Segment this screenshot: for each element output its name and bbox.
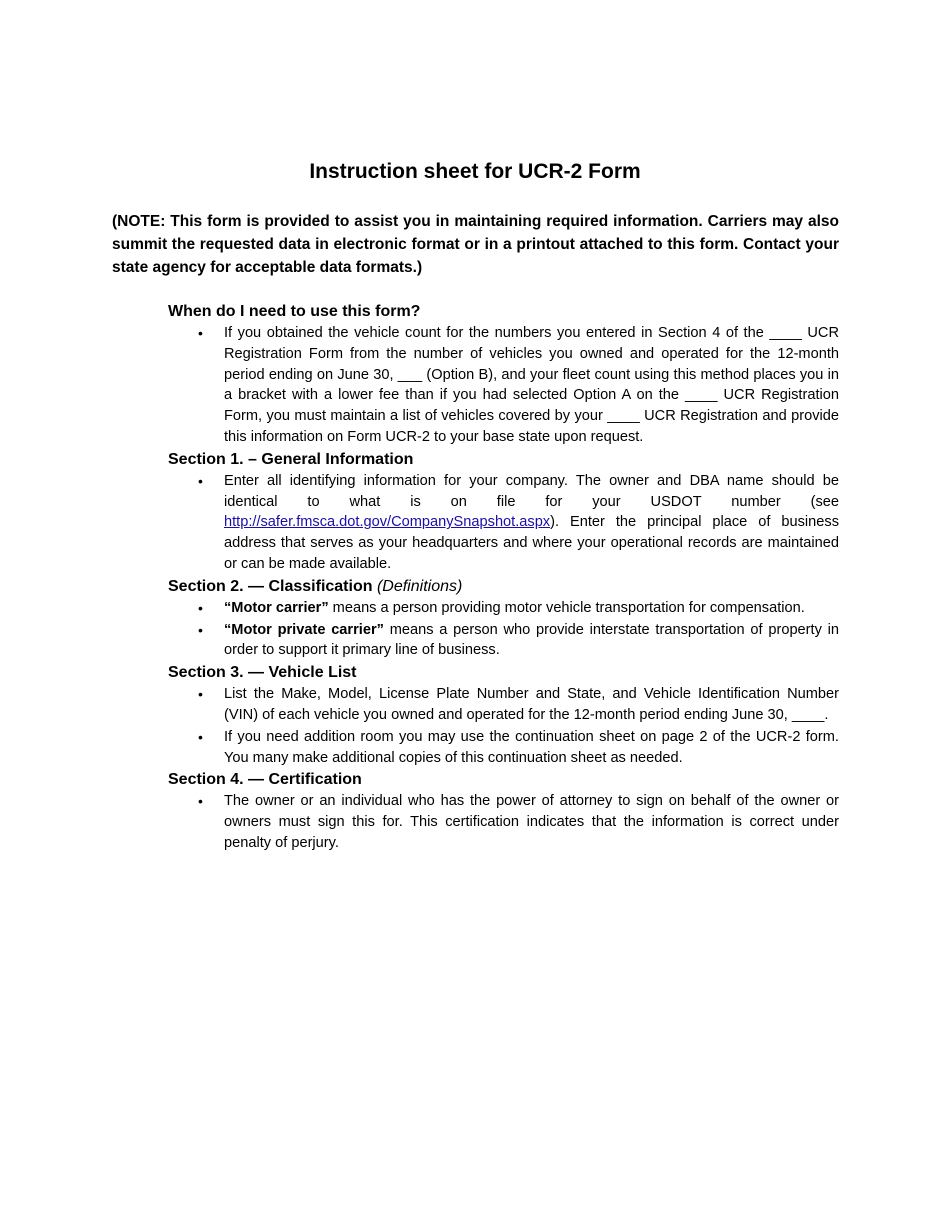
list-item — [168, 620, 839, 662]
section-2-bullet-list — [168, 598, 839, 661]
bullet-text: List the Make, Model, License Plate Number and State, and Vehicle Identification Number (VIN) of each vehicle you owned and operated for the 12-month period ending June 30, ____. — [224, 686, 839, 723]
page-title: Instruction sheet for UCR-2 Form — [309, 160, 641, 183]
note-paragraph: (NOTE: This form is provided to assist you in maintaining required information. Carriers may also summit the requested data in electronic format or in a printout attached to this form. Contact your state agency for acceptable data formats.) — [112, 213, 839, 276]
heading-section-3: Section 3. — Vehicle List — [168, 664, 357, 682]
bullet-icon: • — [198, 325, 203, 341]
bullet-text: The owner or an individual who has the power of attorney to sign on behalf of the owner or owners must sign this for. This certification indicates that the information is correct under penalty of perjury. — [224, 793, 839, 851]
heading-section-2-text: Section 2. — Classification — [168, 577, 373, 595]
list-item — [168, 598, 839, 619]
definition-text: means a person providing motor vehicle transportation for compensation. — [328, 599, 805, 616]
company-snapshot-link[interactable]: http://safer.fmsca.dot.gov/CompanySnapshot.aspx — [224, 514, 551, 531]
definition-text: means a person who provide interstate transportation of property in order to support it primary line of business. — [224, 621, 839, 659]
when-bullet-list — [168, 323, 839, 448]
definition-term: “Motor carrier” — [224, 599, 329, 616]
heading-when-to-use: When do I need to use this form? — [168, 303, 421, 320]
section-4-bullet-list — [168, 791, 839, 853]
heading-section-1: Section 1. – General Information — [168, 450, 414, 468]
heading-section-2-italic: (Definitions) — [376, 577, 463, 595]
bullet-icon: • — [198, 686, 203, 703]
bullet-icon: • — [198, 599, 203, 616]
heading-section-2 — [168, 576, 839, 598]
list-item — [168, 471, 839, 575]
section-1-bullet-list — [168, 471, 839, 575]
list-item — [168, 791, 839, 853]
definition-term: “Motor private carrier” — [224, 621, 384, 638]
list-item — [168, 684, 839, 726]
instructions-body — [168, 301, 839, 854]
bullet-icon: • — [198, 728, 203, 745]
bullet-text-pre: Enter all identifying information for your company. The owner and DBA name should be identical to what is on file for your USDOT number (see — [224, 472, 839, 510]
bullet-text: If you obtained the vehicle count for the numbers you entered in Section 4 of the ____ UCR Registration Form from the number of vehicles you owned and operated for the 12-month period ending on June 30, ___ (Option B), and your fleet count using this method places you in a bracket with a lower fee than if you had selected Option A on the ____ UCR Registration Form, you must maintain a list of vehicles covered by your ____ UCR Registration and provide this information on Form UCR-2 to your base state upon request. — [224, 325, 839, 445]
list-item — [168, 323, 839, 448]
bullet-text: If you need addition room you may use the continuation sheet on page 2 of the UCR-2 form. You many make additional copies of this continuation sheet as needed. — [224, 728, 839, 766]
bullet-icon: • — [198, 472, 203, 489]
bullet-icon: • — [198, 621, 203, 638]
section-3-bullet-list — [168, 684, 839, 768]
bullet-text-post: ). Enter the principal place of business address that serves as your headquarters and where your operational records are maintained or can be made available. — [224, 514, 839, 572]
bullet-icon: • — [198, 793, 203, 810]
list-item — [168, 727, 839, 769]
heading-section-4: Section 4. — Certification — [168, 771, 362, 789]
